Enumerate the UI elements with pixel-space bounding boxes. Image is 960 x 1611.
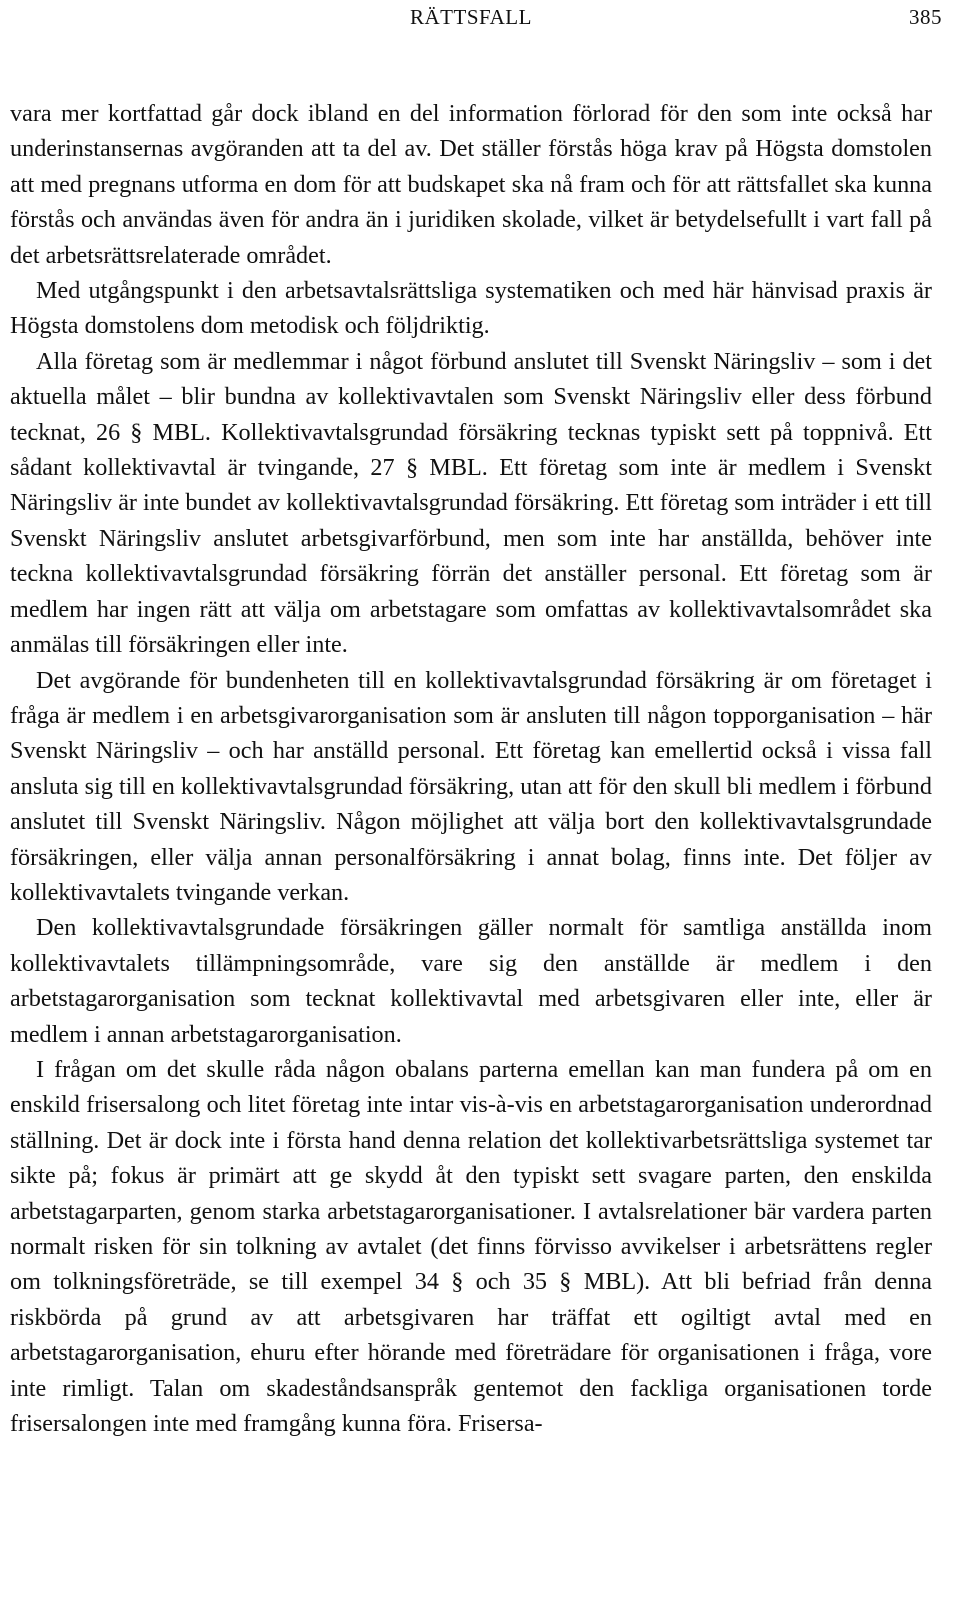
- paragraph-5: Den kollektivavtalsgrundade försäkringen gäller normalt för samtliga anställda inom kollektivavtalets tillämpningsområde, vare sig den anställde är medlem i den arbetstagarorganisation som tecknat kollektivavtal med arbetsgivaren eller inte, eller är medlem i annan arbetstagarorganisation.: [10, 914, 932, 1048]
- running-header: [0, 5, 960, 35]
- running-title: RÄTTSFALL: [410, 5, 532, 29]
- paragraph-6: I frågan om det skulle råda någon obalans parterna emellan kan man fundera på om en enskild frisersalong och litet företag inte intar vis-à-vis en arbetstagarorganisation underordnad ställning. Det är dock inte i första hand denna relation det kollektivarbetsrättsliga systemet tar sikte på; fokus är primärt att ge skydd åt den typiskt sett svagare parten, den enskilda arbetstagarparten, genom starka arbetstagarorganisationer. I avtalsrelationer bär vardera parten normalt risken för sin tolkning av avtalet (det finns förvisso avvikelser i arbetsrättens regler om tolkningsföreträde, se till exempel 34 § och 35 § MBL). Att bli befriad från denna riskbörda på grund av att arbetsgivaren har träffat ett ogiltigt avtal med en arbetstagarorganisation, ehuru efter hörande med företrädare för organisationen i fråga, vore inte rimligt. Talan om skadeståndsanspråk gentemot den fackliga organisationen torde frisersalongen inte med framgång kunna föra. Frisersa-: [10, 1055, 932, 1438]
- body-text: [10, 96, 932, 1441]
- page-number: 385: [909, 5, 942, 29]
- paragraph-2: Med utgångspunkt i den arbetsavtalsrättsliga systematiken och med här hänvisad praxis är Högsta domstolens dom metodisk och följdriktig.: [10, 277, 932, 340]
- paragraph-3: Alla företag som är medlemmar i något förbund anslutet till Svenskt Näringsliv – som i det aktuella målet – blir bundna av kollektivavtalen som Svenskt Näringsliv eller dess förbund tecknat, 26 § MBL. Kollektivavtalsgrundad försäkring tecknas typiskt sett på toppnivå. Ett sådant kollektivavtal är tvingande, 27 § MBL. Ett företag som inte är medlem i Svenskt Näringsliv är inte bundet av kollektivavtalsgrundad försäkring. Ett företag som inträder i ett till Svenskt Näringsliv anslutet arbetsgivarförbund, men som inte har anställda, behöver inte teckna kollektivavtalsgrundad försäkring förrän det anställer personal. Ett företag som är medlem har ingen rätt att välja om arbetstagare som omfattas av kollektivavtalsområdet ska anmälas till försäkringen eller inte.: [10, 347, 932, 659]
- paragraph-4: Det avgörande för bundenheten till en kollektivavtalsgrundad försäkring är om företaget i fråga är medlem i en arbetsgivarorganisation som är ansluten till någon topporganisation – här Svenskt Näringsliv – och har anställd personal. Ett företag kan emellertid också i vissa fall ansluta sig till en kollektivavtalsgrundad försäkring, utan att för den skull bli medlem i förbund anslutet till Svenskt Näringsliv. Någon möjlighet att välja bort den kollektivavtalsgrundade försäkringen, eller välja annan personalförsäkring i annat bolag, finns inte. Det följer av kollektivavtalets tvingande verkan.: [10, 666, 932, 906]
- paragraph-1: vara mer kortfattad går dock ibland en del information förlorad för den som inte också har underinstansernas avgöranden att ta del av. Det ställer förstås höga krav på Högsta domstolen att med pregnans utforma en dom för att budskapet ska nå fram och för att rättsfallet ska kunna förstås och användas även för andra än i juridiken skolade, vilket är betydelsefullt i vart fall på det arbetsrättsrelaterade området.: [10, 100, 932, 269]
